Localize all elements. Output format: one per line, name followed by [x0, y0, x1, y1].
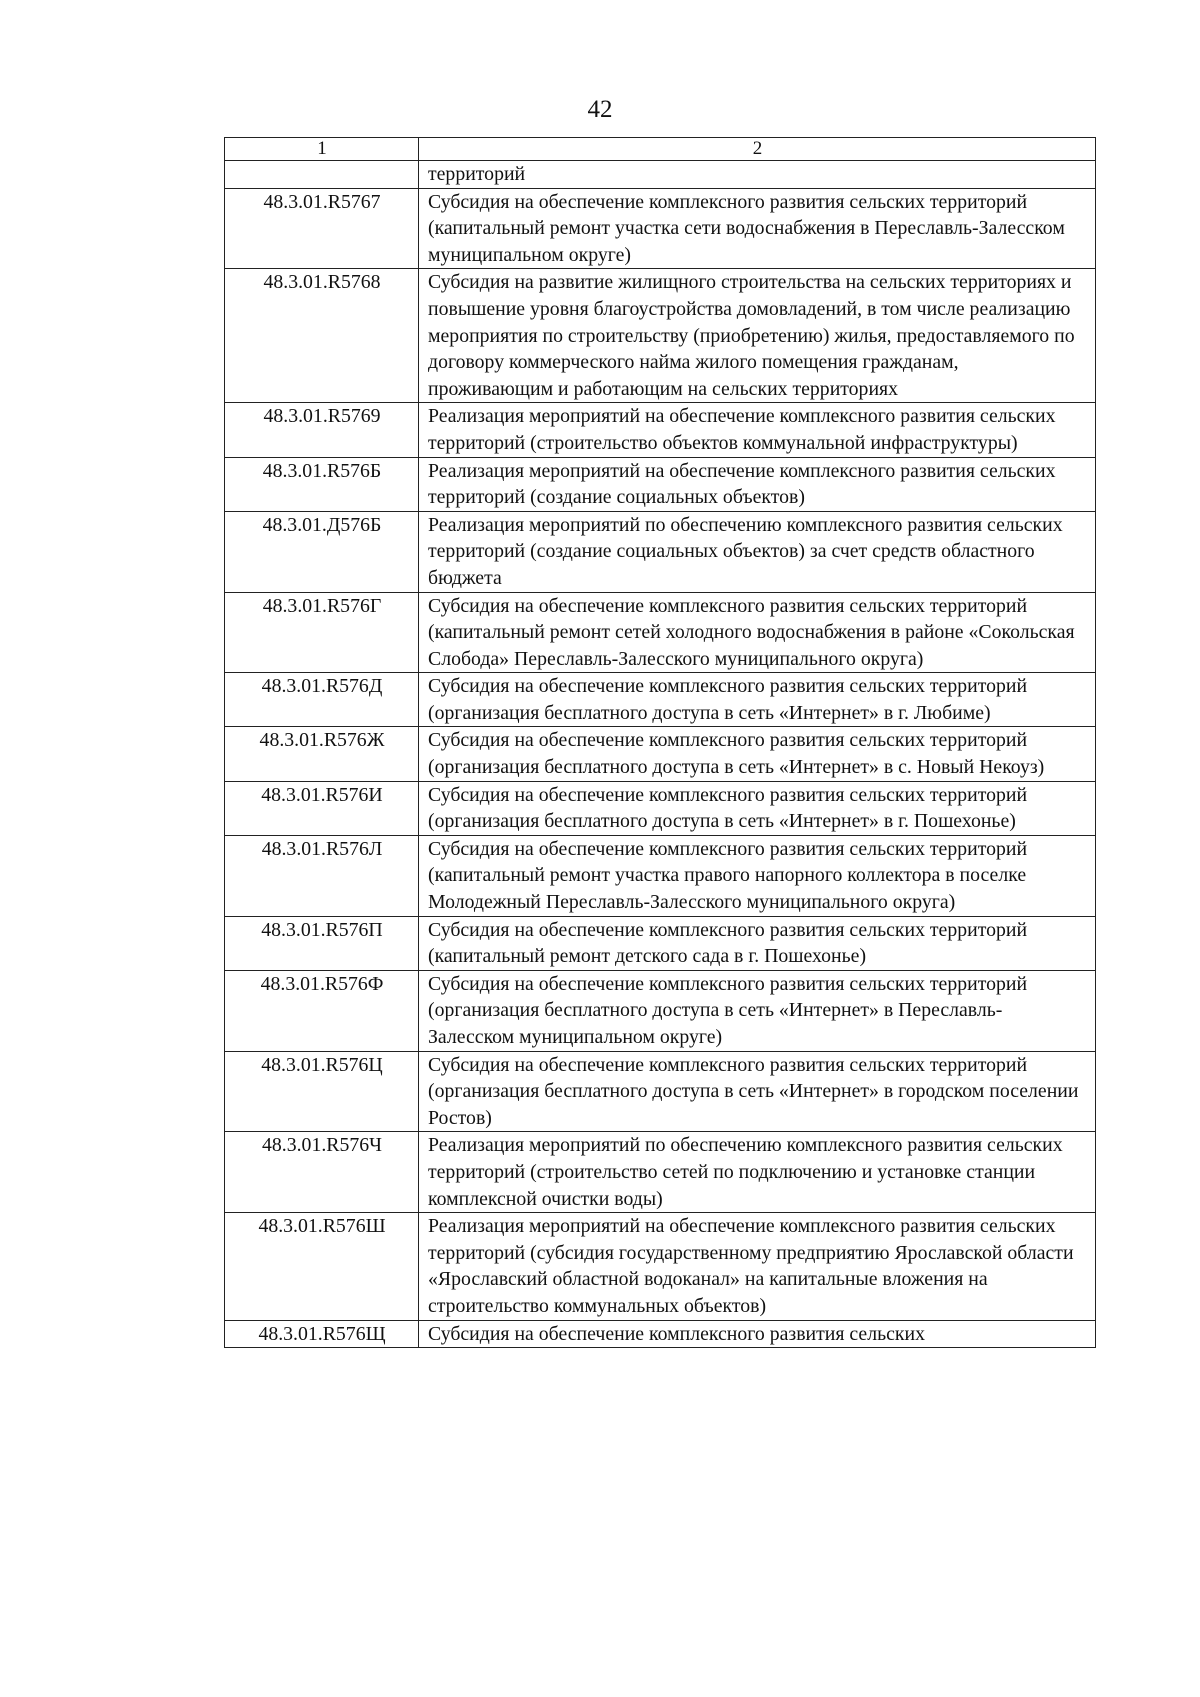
row-code: 48.3.01.R576Д: [225, 673, 419, 727]
row-code: 48.3.01.R576Ц: [225, 1051, 419, 1132]
row-description: Субсидия на обеспечение комплексного развития сельских территорий (капитальный ремонт сетей холодного водоснабжения в районе «Сокольская Слобода» Переславль-Залесского муниципального округа): [419, 592, 1096, 673]
row-code: 48.3.01.R576Г: [225, 592, 419, 673]
table-row: [225, 457, 1096, 511]
column-header-code: 1: [225, 138, 419, 161]
table-row: [225, 269, 1096, 403]
table-row: [225, 673, 1096, 727]
row-description: Субсидия на обеспечение комплексного развития сельских территорий (капитальный ремонт участка правого напорного коллектора в поселке Молодежный Переславль-Залесского муниципального округа): [419, 835, 1096, 916]
row-code: 48.3.01.R576Б: [225, 457, 419, 511]
row-code: 48.3.01.R576П: [225, 916, 419, 970]
row-code: 48.3.01.R576Ш: [225, 1213, 419, 1320]
table-row: [225, 1320, 1096, 1348]
table-row: [225, 1213, 1096, 1320]
row-description: Субсидия на обеспечение комплексного развития сельских территорий (организация бесплатного доступа в сеть «Интернет» в Переславль-Залесском муниципальном округе): [419, 970, 1096, 1051]
row-description: Субсидия на обеспечение комплексного развития сельских территорий (капитальный ремонт детского сада в г. Пошехонье): [419, 916, 1096, 970]
table-row: [225, 1051, 1096, 1132]
row-code: 48.3.01.R576Ч: [225, 1132, 419, 1213]
row-code: 48.3.01.R5767: [225, 188, 419, 269]
table-row: [225, 835, 1096, 916]
row-code: 48.3.01.Д576Б: [225, 511, 419, 592]
row-description: территорий: [419, 161, 1096, 189]
row-code: 48.3.01.R576И: [225, 781, 419, 835]
column-header-description: 2: [419, 138, 1096, 161]
row-description: Субсидия на обеспечение комплексного развития сельских: [419, 1320, 1096, 1348]
row-description: Субсидия на обеспечение комплексного развития сельских территорий (организация бесплатного доступа в сеть «Интернет» в г. Любиме): [419, 673, 1096, 727]
table-row: [225, 592, 1096, 673]
row-code: 48.3.01.R576Ф: [225, 970, 419, 1051]
row-description: Реализация мероприятий на обеспечение комплексного развития сельских территорий (строительство объектов коммунальной инфраструктуры): [419, 403, 1096, 457]
row-description: Реализация мероприятий на обеспечение комплексного развития сельских территорий (создание социальных объектов): [419, 457, 1096, 511]
table-row: [225, 403, 1096, 457]
row-code: 48.3.01.R576Щ: [225, 1320, 419, 1348]
row-description: Реализация мероприятий по обеспечению комплексного развития сельских территорий (строительство сетей по подключению и установке станции комплексной очистки воды): [419, 1132, 1096, 1213]
row-description: Субсидия на обеспечение комплексного развития сельских территорий (организация бесплатного доступа в сеть «Интернет» в городском поселении Ростов): [419, 1051, 1096, 1132]
page-number: 42: [587, 96, 613, 123]
table-row: [225, 1132, 1096, 1213]
row-code: 48.3.01.R576Ж: [225, 727, 419, 781]
row-code: 48.3.01.R576Л: [225, 835, 419, 916]
budget-code-table: [224, 137, 1096, 1348]
row-code: 48.3.01.R5768: [225, 269, 419, 403]
table-row: [225, 188, 1096, 269]
row-code: [225, 161, 419, 189]
row-code: 48.3.01.R5769: [225, 403, 419, 457]
table-header-row: [225, 138, 1096, 161]
table-row: [225, 970, 1096, 1051]
row-description: Реализация мероприятий на обеспечение комплексного развития сельских территорий (субсидия государственному предприятию Ярославской области «Ярославский областной водоканал» на капитальные вложения на строительство коммунальных объектов): [419, 1213, 1096, 1320]
table-row: [225, 511, 1096, 592]
row-description: Субсидия на развитие жилищного строительства на сельских территориях и повышение уровня благоустройства домовладений, в том числе реализацию мероприятия по строительству (приобретению) жилья, предоставляемого по договору коммерческого найма жилого помещения гражданам, проживающим и работающим на сельских территориях: [419, 269, 1096, 403]
table-row: [225, 161, 1096, 189]
row-description: Субсидия на обеспечение комплексного развития сельских территорий (капитальный ремонт участка сети водоснабжения в Переславль-Залесском муниципальном округе): [419, 188, 1096, 269]
row-description: Реализация мероприятий по обеспечению комплексного развития сельских территорий (создание социальных объектов) за счет средств областного бюджета: [419, 511, 1096, 592]
table-row: [225, 727, 1096, 781]
table-row: [225, 781, 1096, 835]
row-description: Субсидия на обеспечение комплексного развития сельских территорий (организация бесплатного доступа в сеть «Интернет» в с. Новый Некоуз): [419, 727, 1096, 781]
table-row: [225, 916, 1096, 970]
row-description: Субсидия на обеспечение комплексного развития сельских территорий (организация бесплатного доступа в сеть «Интернет» в г. Пошехонье): [419, 781, 1096, 835]
